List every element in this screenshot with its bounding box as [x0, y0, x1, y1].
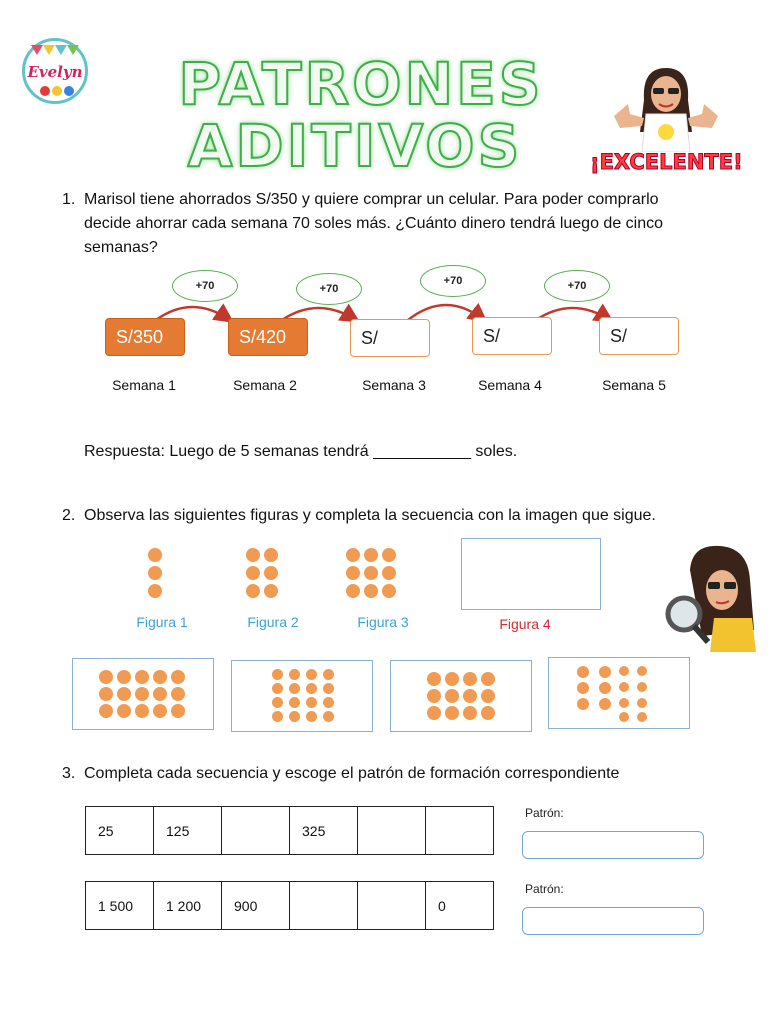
orange-dot: [323, 683, 334, 694]
patron-label-1: Patrón:: [525, 806, 564, 820]
avatar-thumbs-up-icon: [606, 62, 726, 152]
orange-dot: [599, 698, 611, 710]
figure-4-answer-box[interactable]: [461, 538, 601, 610]
orange-dot: [246, 548, 260, 562]
orange-dot: [289, 711, 300, 722]
orange-dot: [148, 566, 162, 580]
orange-dot: [306, 669, 317, 680]
figure-label-2: Figura 2: [247, 614, 299, 630]
sequence-cell: 25: [86, 807, 154, 855]
orange-dot: [171, 670, 185, 684]
sequence-cell: 1 500: [86, 882, 154, 930]
orange-dot: [637, 698, 647, 708]
orange-dot: [117, 670, 131, 684]
sequence-cell: 900: [222, 882, 290, 930]
orange-dot: [148, 548, 162, 562]
orange-dot: [306, 683, 317, 694]
orange-dot: [171, 687, 185, 701]
orange-dot: [619, 682, 629, 692]
orange-dot: [599, 666, 611, 678]
question-1: [62, 188, 702, 260]
question-number: 2.: [62, 507, 76, 524]
excelente-badge: ¡EXCELENTE!: [590, 150, 743, 174]
question-2: [62, 504, 702, 528]
orange-dot: [364, 548, 378, 562]
sequence-cell[interactable]: [290, 882, 358, 930]
orange-dot: [463, 706, 477, 720]
bunting-icon: [31, 45, 79, 57]
orange-dot: [346, 566, 360, 580]
figure-label-4: Figura 4: [499, 616, 551, 632]
week-label-4: Semana 4: [478, 377, 542, 393]
orange-dot: [289, 697, 300, 708]
orange-dot: [481, 672, 495, 686]
orange-dot: [99, 704, 113, 718]
sequence-cell: 0: [426, 882, 494, 930]
orange-dot: [382, 584, 396, 598]
figure-3-dots: [346, 548, 406, 604]
apples-icon: [37, 85, 77, 97]
orange-dot: [117, 687, 131, 701]
week-label-1: Semana 1: [112, 377, 176, 393]
orange-dot: [445, 706, 459, 720]
orange-dot: [148, 584, 162, 598]
figure-1-dots: [148, 548, 168, 604]
orange-dot: [289, 683, 300, 694]
option-box-c[interactable]: [390, 660, 532, 732]
patron-input-1[interactable]: [522, 831, 704, 859]
week-label-3: Semana 3: [362, 377, 426, 393]
orange-dot: [463, 672, 477, 686]
orange-dot: [445, 689, 459, 703]
orange-dot: [99, 670, 113, 684]
orange-dot: [577, 666, 589, 678]
orange-dot: [637, 682, 647, 692]
option-box-b[interactable]: [231, 660, 373, 732]
orange-dot: [272, 669, 283, 680]
orange-dot: [427, 706, 441, 720]
increment-oval-4: +70: [544, 270, 610, 302]
orange-dot: [346, 548, 360, 562]
question-3: [62, 762, 702, 786]
sequence-cell[interactable]: [358, 882, 426, 930]
orange-dot: [306, 697, 317, 708]
logo-text: Evelyn: [27, 63, 83, 81]
figure-label-1: Figura 1: [136, 614, 188, 630]
orange-dot: [323, 669, 334, 680]
orange-dot: [382, 548, 396, 562]
orange-dot: [637, 712, 647, 722]
question-text: Marisol tiene ahorrados S/350 y quiere comprar un celular. Para poder comprarlo decide ahorrar cada semana 70 soles más. ¿Cuánto dinero tendrá luego de cinco semanas?: [84, 191, 664, 256]
patron-input-2[interactable]: [522, 907, 704, 935]
sequence-cell: 1 200: [154, 882, 222, 930]
week-label-2: Semana 2: [233, 377, 297, 393]
orange-dot: [577, 698, 589, 710]
savings-box-3[interactable]: S/: [350, 319, 430, 357]
orange-dot: [382, 566, 396, 580]
sequence-cell[interactable]: [358, 807, 426, 855]
orange-dot: [323, 711, 334, 722]
orange-dot: [364, 566, 378, 580]
orange-dot: [264, 548, 278, 562]
savings-box-5[interactable]: S/: [599, 317, 679, 355]
question-text: Completa cada secuencia y escoge el patrón de formación correspondiente: [84, 765, 620, 782]
increment-oval-3: +70: [420, 265, 486, 297]
option-box-d[interactable]: [548, 657, 690, 729]
orange-dot: [599, 682, 611, 694]
orange-dot: [135, 687, 149, 701]
orange-dot: [171, 704, 185, 718]
question-number: 1.: [62, 191, 76, 208]
sequence-cell[interactable]: [426, 807, 494, 855]
orange-dot: [481, 706, 495, 720]
evelyn-logo: [22, 38, 88, 104]
orange-dot: [427, 672, 441, 686]
title-line-1: PATRONES: [178, 50, 544, 118]
figure-2-dots: [246, 548, 286, 604]
sequence-table-1: [85, 806, 494, 855]
orange-dot: [246, 566, 260, 580]
orange-dot: [619, 712, 629, 722]
orange-dot: [346, 584, 360, 598]
avatar-magnifier-icon: [662, 540, 758, 652]
orange-dot: [99, 687, 113, 701]
orange-dot: [264, 566, 278, 580]
sequence-cell[interactable]: [222, 807, 290, 855]
week-label-5: Semana 5: [602, 377, 666, 393]
orange-dot: [619, 698, 629, 708]
orange-dot: [445, 672, 459, 686]
sequence-cell: 325: [290, 807, 358, 855]
orange-dot: [246, 584, 260, 598]
orange-dot: [619, 666, 629, 676]
orange-dot: [637, 666, 647, 676]
orange-dot: [323, 697, 334, 708]
question-text: Observa las siguientes figuras y completa la secuencia con la imagen que sigue.: [84, 507, 656, 524]
orange-dot: [153, 670, 167, 684]
orange-dot: [272, 683, 283, 694]
savings-box-1: S/350: [105, 318, 185, 356]
orange-dot: [135, 670, 149, 684]
increment-oval-1: +70: [172, 270, 238, 302]
figure-label-3: Figura 3: [357, 614, 409, 630]
orange-dot: [272, 711, 283, 722]
orange-dot: [135, 704, 149, 718]
orange-dot: [289, 669, 300, 680]
orange-dot: [577, 682, 589, 694]
orange-dot: [153, 687, 167, 701]
question-number: 3.: [62, 765, 76, 782]
orange-dot: [481, 689, 495, 703]
orange-dot: [364, 584, 378, 598]
orange-dot: [153, 704, 167, 718]
title-line-2: ADITIVOS: [187, 112, 523, 180]
orange-dot: [463, 689, 477, 703]
patron-label-2: Patrón:: [525, 882, 564, 896]
increment-oval-2: +70: [296, 273, 362, 305]
answer-line[interactable]: Respuesta: Luego de 5 semanas tendrá ___________ soles.: [84, 443, 518, 460]
orange-dot: [272, 697, 283, 708]
sequence-table-2: [85, 881, 494, 930]
orange-dot: [264, 584, 278, 598]
option-box-a[interactable]: [72, 658, 214, 730]
savings-box-2: S/420: [228, 318, 308, 356]
sequence-cell: 125: [154, 807, 222, 855]
savings-box-4[interactable]: S/: [472, 317, 552, 355]
orange-dot: [427, 689, 441, 703]
orange-dot: [306, 711, 317, 722]
orange-dot: [117, 704, 131, 718]
